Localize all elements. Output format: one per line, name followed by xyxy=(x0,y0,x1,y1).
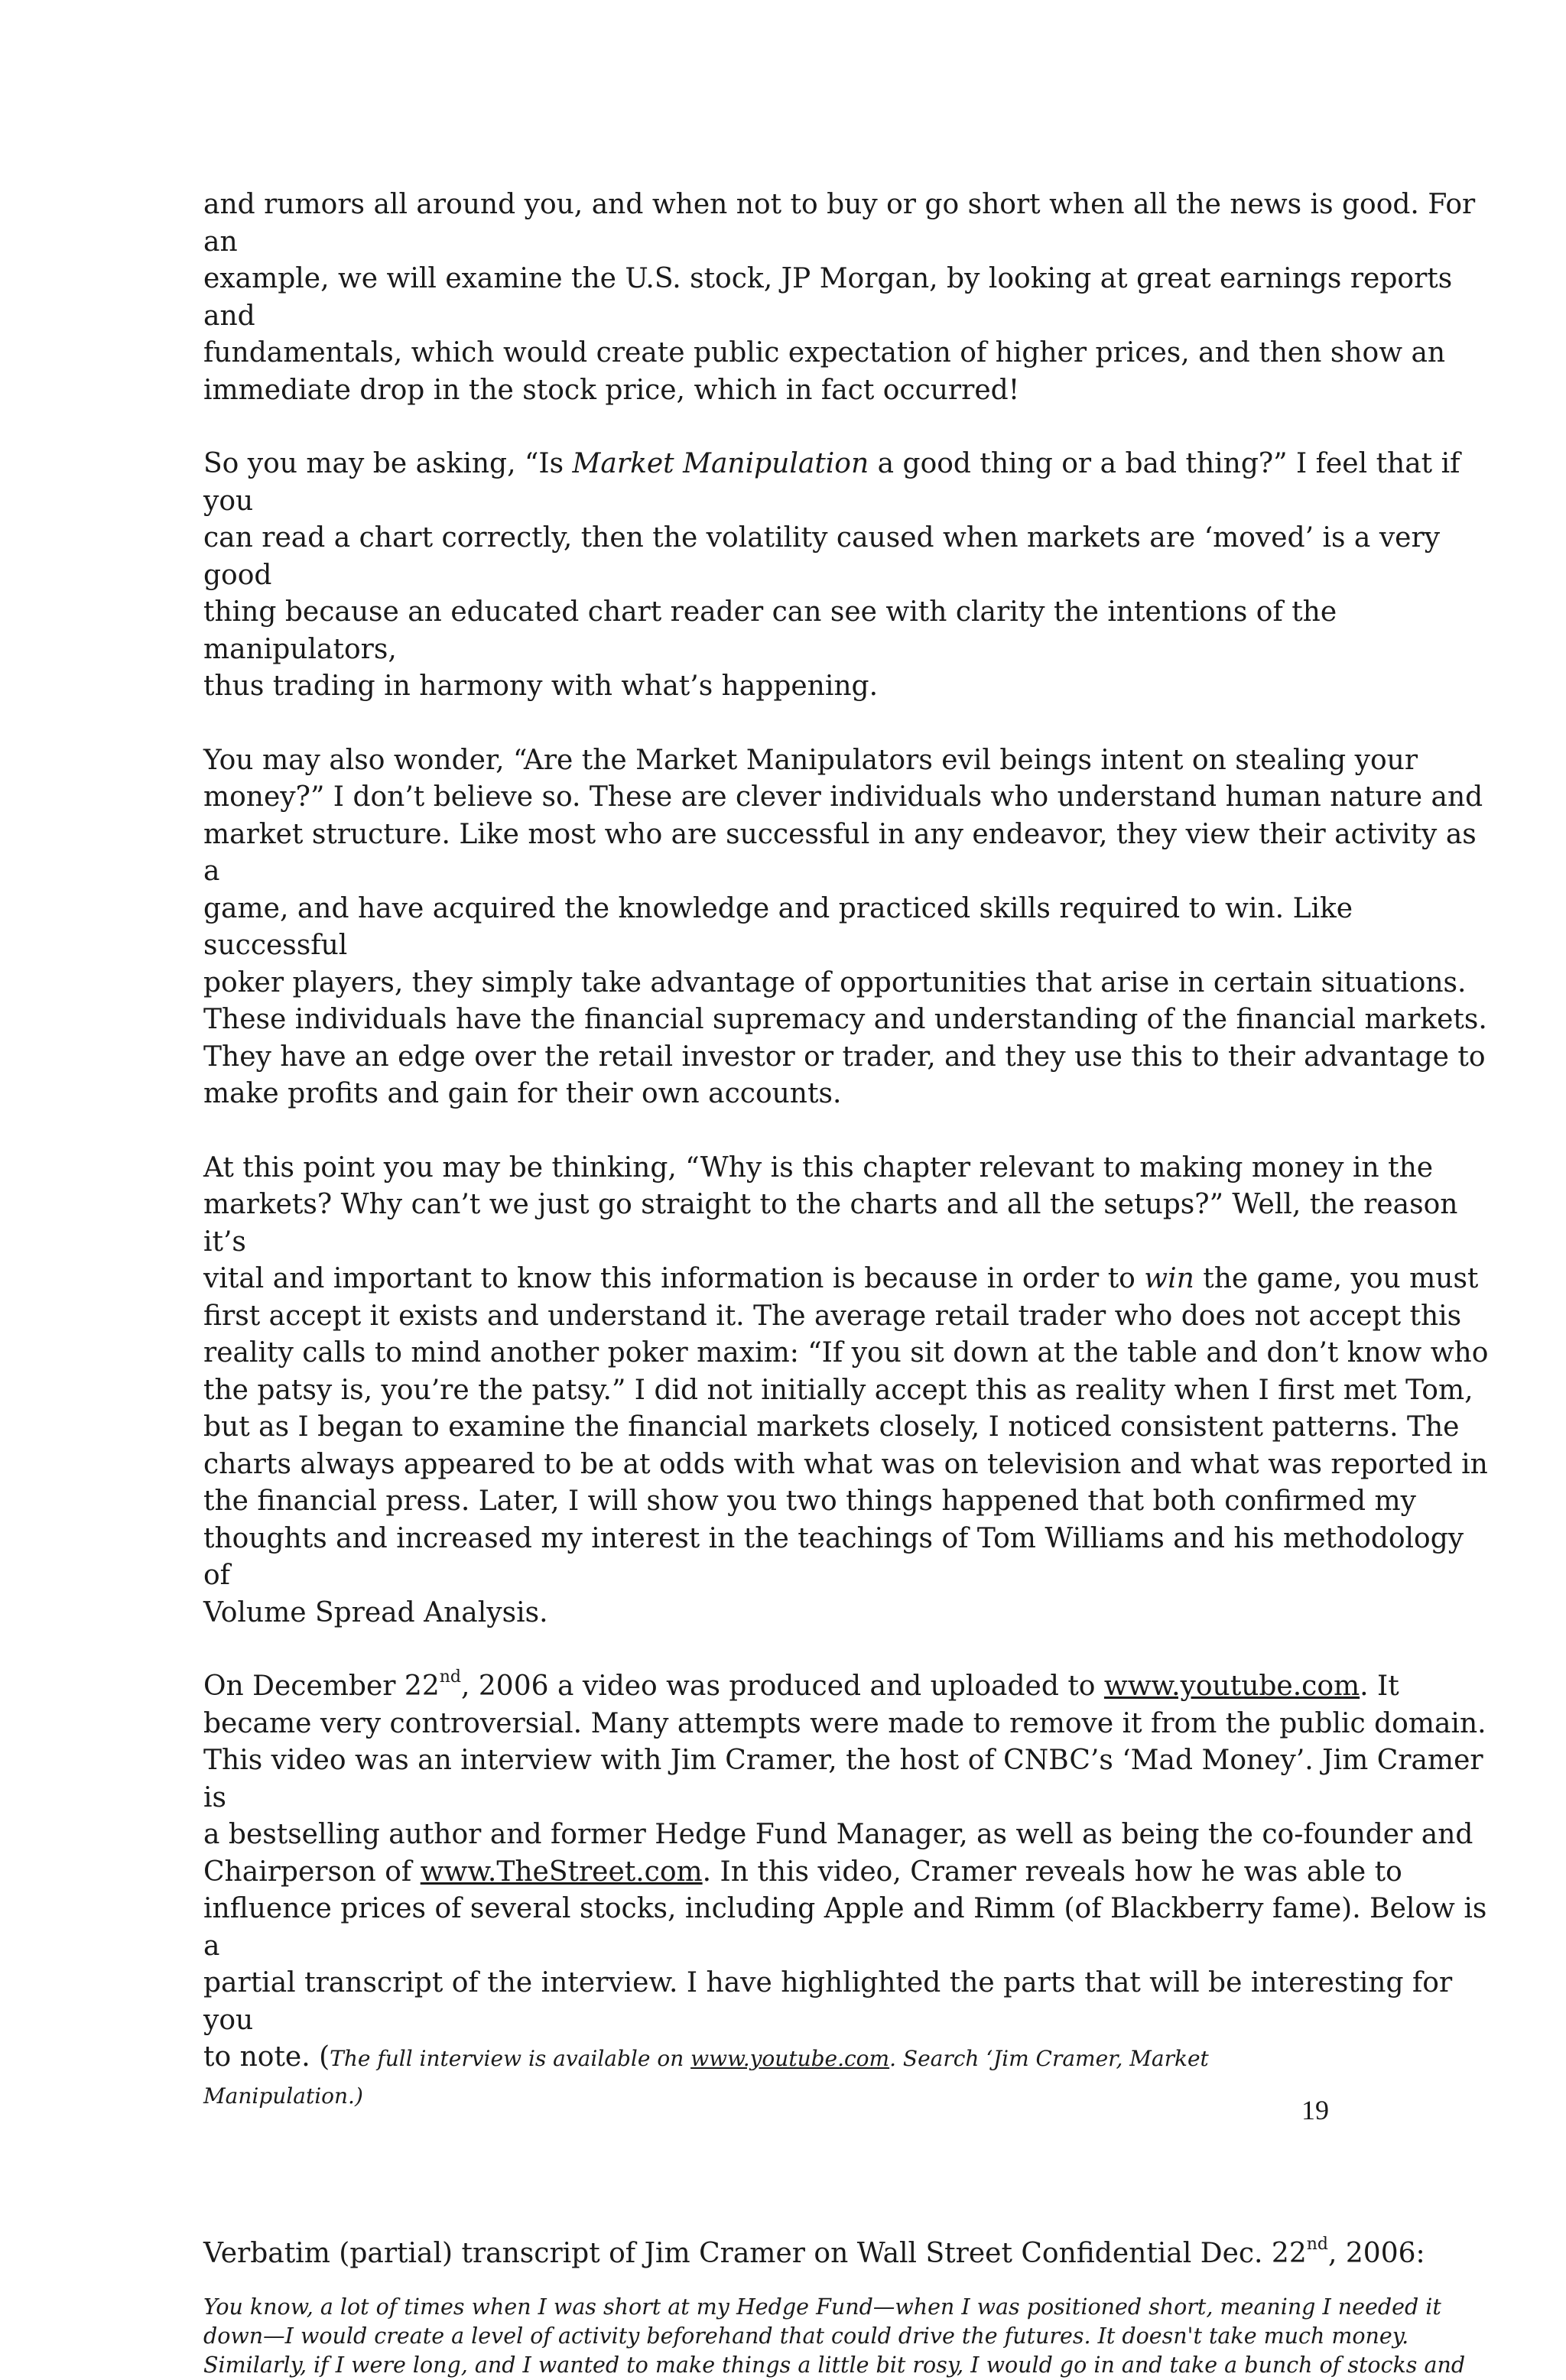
paragraph-5-text-2: , 2006 a video was produced and uploaded to xyxy=(461,1671,1104,1702)
transcript-heading-date: , 2006: xyxy=(1328,2238,1425,2269)
transcript-heading-text: Verbatim (partial) transcript of Jim Cramer on Wall Street Confidential Dec. 22 xyxy=(203,2238,1307,2269)
transcript-quote: You know, a lot of times when I was short at my Hedge Fund—when I was positioned short, meaning I needed it down—I would create a level of activity beforehand that could drive the futures. It doesn't take much money. Similarly, if I were long, and I wanted to make things a little bit rosy, I would go in and take a bunch of stocks and xyxy=(203,2294,1466,2378)
paragraph-3: You may also wonder, “Are the Market Manipulators evil beings intent on stealing your money?” I don’t believe so. These are clever individuals who understand human nature and market structure. Like most who are successful in any endeavor, they view their activity as a game, and have acquired the knowledge and practiced skills required to win. Like successful poker players, they simply take advantage of opportunities that arise in certain situations. These individuals have the financial supremacy and understanding of the financial markets. They have an edge over the retail investor or trader, and they use this to their advantage to make profits and gain for their own accounts. xyxy=(203,744,1487,1109)
transcript-heading xyxy=(203,2236,1496,2273)
paragraph-1: and rumors all around you, and when not to buy or go short when all the news is good. For an example, we will examine the U.S. stock, JP Morgan, by looking at great earnings reports and fundamentals, which would create public expectation of higher prices, and then show an immediate drop in the stock price, which in fact occurred! xyxy=(203,189,1476,406)
paragraph-5 xyxy=(203,1668,1496,2113)
thestreet-link[interactable]: www.TheStreet.com xyxy=(420,1856,703,1888)
paragraph-4-text-start: At this point you may be thinking, “Why is this chapter relevant to making money in the markets? Why can’t we just go straight to the charts and all the setups?” Well, the reason it’s vital and important to know this information is because in order to xyxy=(203,1151,1458,1294)
paragraph-5-text-4: . In this video, Cramer reveals how he was able to influence prices of several stocks, including Apple and Rimm (of Blackberry fame). Below is a partial transcript of the interview. I have highlighted the parts that will be interesting for you to note. ( xyxy=(203,1856,1487,2073)
paragraph-5-text-3: . It became very controversial. Many attempts were made to remove it from the public domain. This video was an interview with Jim Cramer, the host of CNBC’s ‘Mad Money’. Jim Cramer is a bestselling author and former Hedge Fund Manager, as well as being the co-founder and Chairperson of xyxy=(203,1671,1486,1888)
paragraph-2 xyxy=(203,446,1496,706)
youtube-link-note[interactable]: www.youtube.com xyxy=(690,2046,890,2071)
paragraph-4 xyxy=(203,1150,1496,1632)
interview-note-end: . Search ‘Jim Cramer, Market Manipulation.) xyxy=(203,2046,1209,2109)
paragraph-5-text-1: On December 22 xyxy=(203,1671,440,1702)
paragraph-2-text-end: a good thing or a bad thing?” I feel that if you can read a chart correctly, then the volatility caused when markets are ‘moved’ is a very good thing because an educated chart reader can see with clarity the intentions of the manipulators, thus trading in harmony with what’s happening. xyxy=(203,448,1460,702)
ordinal-superscript: nd xyxy=(439,1667,461,1687)
document-page xyxy=(203,187,1496,2380)
page-number: 19 xyxy=(1301,2095,1329,2125)
emphasis-market-manipulation: Market Manipulation xyxy=(572,448,869,479)
ordinal-superscript: nd xyxy=(1306,2235,1329,2254)
interview-note-start: The full interview is available on xyxy=(330,2046,691,2071)
paragraph-4-text-end: the game, you must first accept it exists and understand it. The average retail trader who does not accept this reality calls to mind another poker maxim: “If you sit down at the table and don’t know who the patsy is, you’re the patsy.” I did not initially accept this as reality when I first met Tom, but as I began to examine the financial markets closely, I noticed consistent patterns. The charts always appeared to be at odds with what was on television and what was reported in the financial press. Later, I will show you two things happened that both confirmed my thoughts and increased my interest in the teachings of Tom Williams and his methodology of Volume Spread Analysis. xyxy=(203,1263,1489,1628)
emphasis-win: win xyxy=(1144,1263,1194,1294)
youtube-link[interactable]: www.youtube.com xyxy=(1103,1671,1360,1702)
paragraph-2-text-start: So you may be asking, “Is xyxy=(203,448,573,479)
